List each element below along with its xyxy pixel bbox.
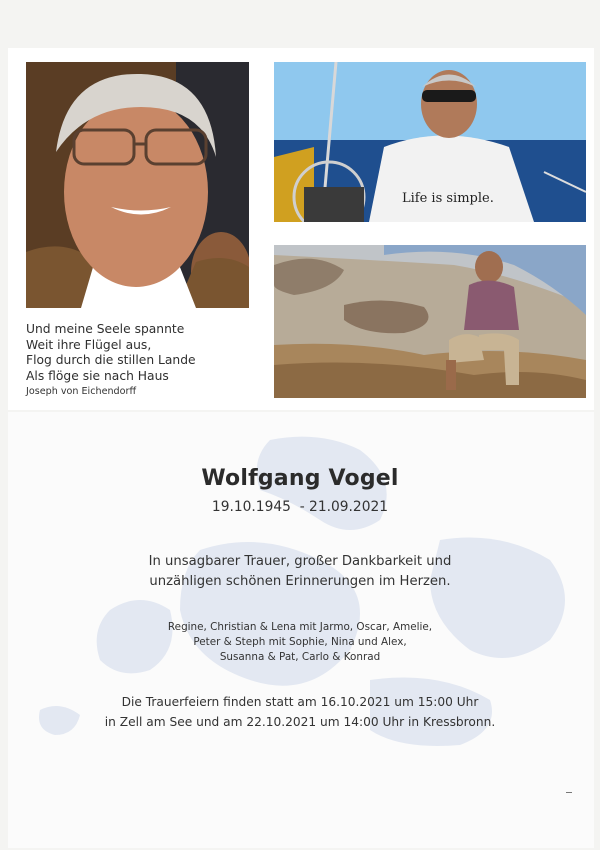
grief-message xyxy=(0,552,600,592)
coast-photo xyxy=(274,245,586,398)
poem-line: Weit ihre Flügel aus, xyxy=(26,337,152,352)
poem-line: Flog durch die stillen Lande xyxy=(26,353,196,367)
poem-line: Und meine Seele spannte xyxy=(26,322,185,336)
family-line: Peter & Steph mit Sophie, Nina und Alex, xyxy=(193,636,407,649)
sailing-photo xyxy=(274,62,586,222)
shirt-text: Life is simple. xyxy=(402,191,494,206)
service-line: in Zell am See und am 22.10.2021 um 14:00 Uhr in Kressbronn. xyxy=(104,715,496,729)
poem-line: Als flöge sie nach Haus xyxy=(26,368,169,383)
message-line: unzähligen schönen Erinnerungen im Herzen. xyxy=(149,574,451,589)
portrait-photo xyxy=(26,62,249,308)
poem-author: Joseph von Eichendorff xyxy=(26,386,137,397)
family-line: Regine, Christian & Lena mit Jarmo, Oscar, Amelie, xyxy=(167,621,433,633)
scan-mark xyxy=(566,792,572,793)
deceased-name: Wolfgang Vogel xyxy=(201,466,399,491)
service-info xyxy=(0,692,600,732)
family-line: Susanna & Pat, Carlo & Konrad xyxy=(219,651,381,664)
life-dates: 19.10.1945 - 21.09.2021 xyxy=(211,499,389,515)
message-line: In unsagbarer Trauer, großer Dankbarkeit und xyxy=(148,554,452,569)
family-names xyxy=(0,620,600,666)
poem xyxy=(26,322,256,384)
service-line: Die Trauerfeiern finden statt am 16.10.2021 um 15:00 Uhr xyxy=(121,695,479,709)
